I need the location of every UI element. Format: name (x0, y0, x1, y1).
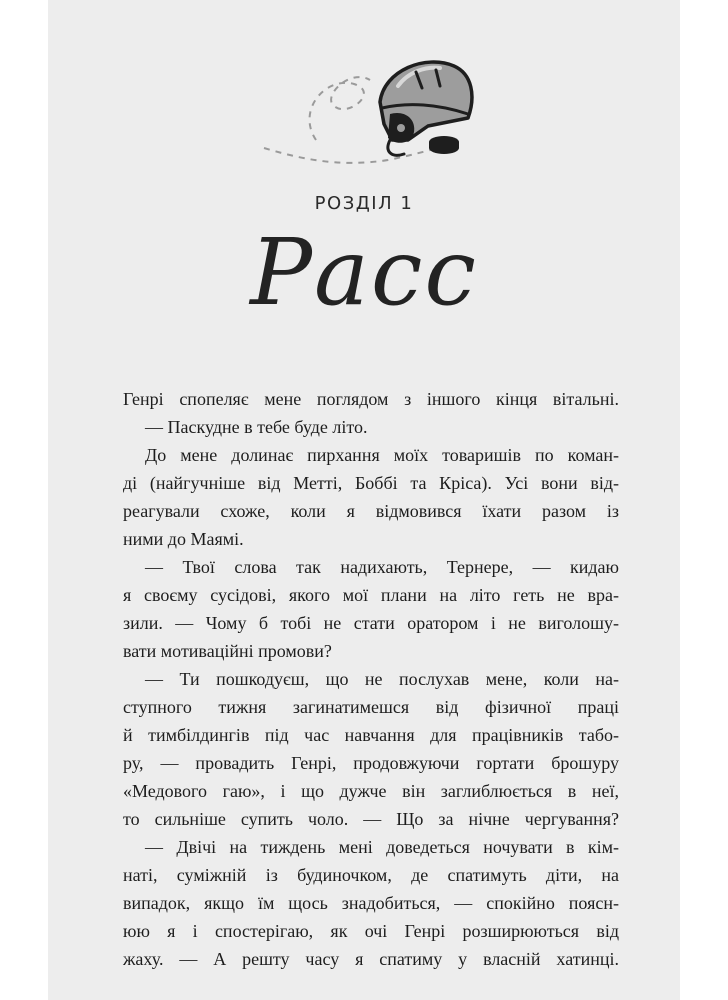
text-line: ді (найгучніше від Метті, Боббі та Кріса). Усі вони від- (123, 473, 619, 493)
hockey-helmet-and-puck-icon (258, 48, 490, 176)
chapter-body-text (123, 385, 619, 973)
text-line: «Медового гаю», і що дужче він заглиблюється в неї, (123, 781, 619, 801)
text-line: — Твої слова так надихають, Тернере, — кидаю (145, 557, 619, 577)
text-line: наті, суміжній із будиночком, де спатимуть діти, на (123, 865, 619, 885)
text-line: випадок, якщо їм щось знадобиться, — спокійно поясн- (123, 893, 619, 913)
text-line: — Двічі на тиждень мені доведеться ночувати в кім- (145, 837, 619, 857)
text-line: жаху. — А решту часу я спатиму у власній хатинці. (123, 949, 619, 969)
text-line: — Паскудне в тебе буде літо. (145, 417, 368, 437)
text-line: До мене долинає пирхання моїх товаришів по коман- (145, 445, 619, 465)
text-line: юю я і спостерігаю, як очі Генрі розширюються від (123, 921, 619, 941)
text-line: зили. — Чому б тобі не стати оратором і не виголошу- (123, 613, 619, 633)
text-line: то сильніше супить чоло. — Що за нічне чергування? (123, 809, 619, 829)
text-line: реагували схоже, коли я відмовився їхати разом із (123, 501, 619, 521)
text-line: ними до Маямі. (123, 529, 244, 549)
chapter-title: Расс (250, 219, 478, 326)
text-line: вати мотиваційні промови? (123, 641, 332, 661)
text-line: я своєму сусідові, якого мої плани на літо геть не вра- (123, 585, 619, 605)
text-line: Генрі спопеляє мене поглядом з іншого кінця вітальні. (123, 389, 619, 409)
text-line: й тимбілдингів під час навчання для працівників табо- (123, 725, 619, 745)
text-line: ступного тижня загинатимешся від фізичної праці (123, 697, 619, 717)
book-page (48, 0, 680, 1000)
chapter-label: РОЗДІЛ 1 (314, 193, 414, 214)
text-line: — Ти пошкодуєш, що не послухав мене, коли на- (145, 669, 619, 689)
text-line: ру, — провадить Генрі, продовжуючи гортати брошуру (123, 753, 619, 773)
